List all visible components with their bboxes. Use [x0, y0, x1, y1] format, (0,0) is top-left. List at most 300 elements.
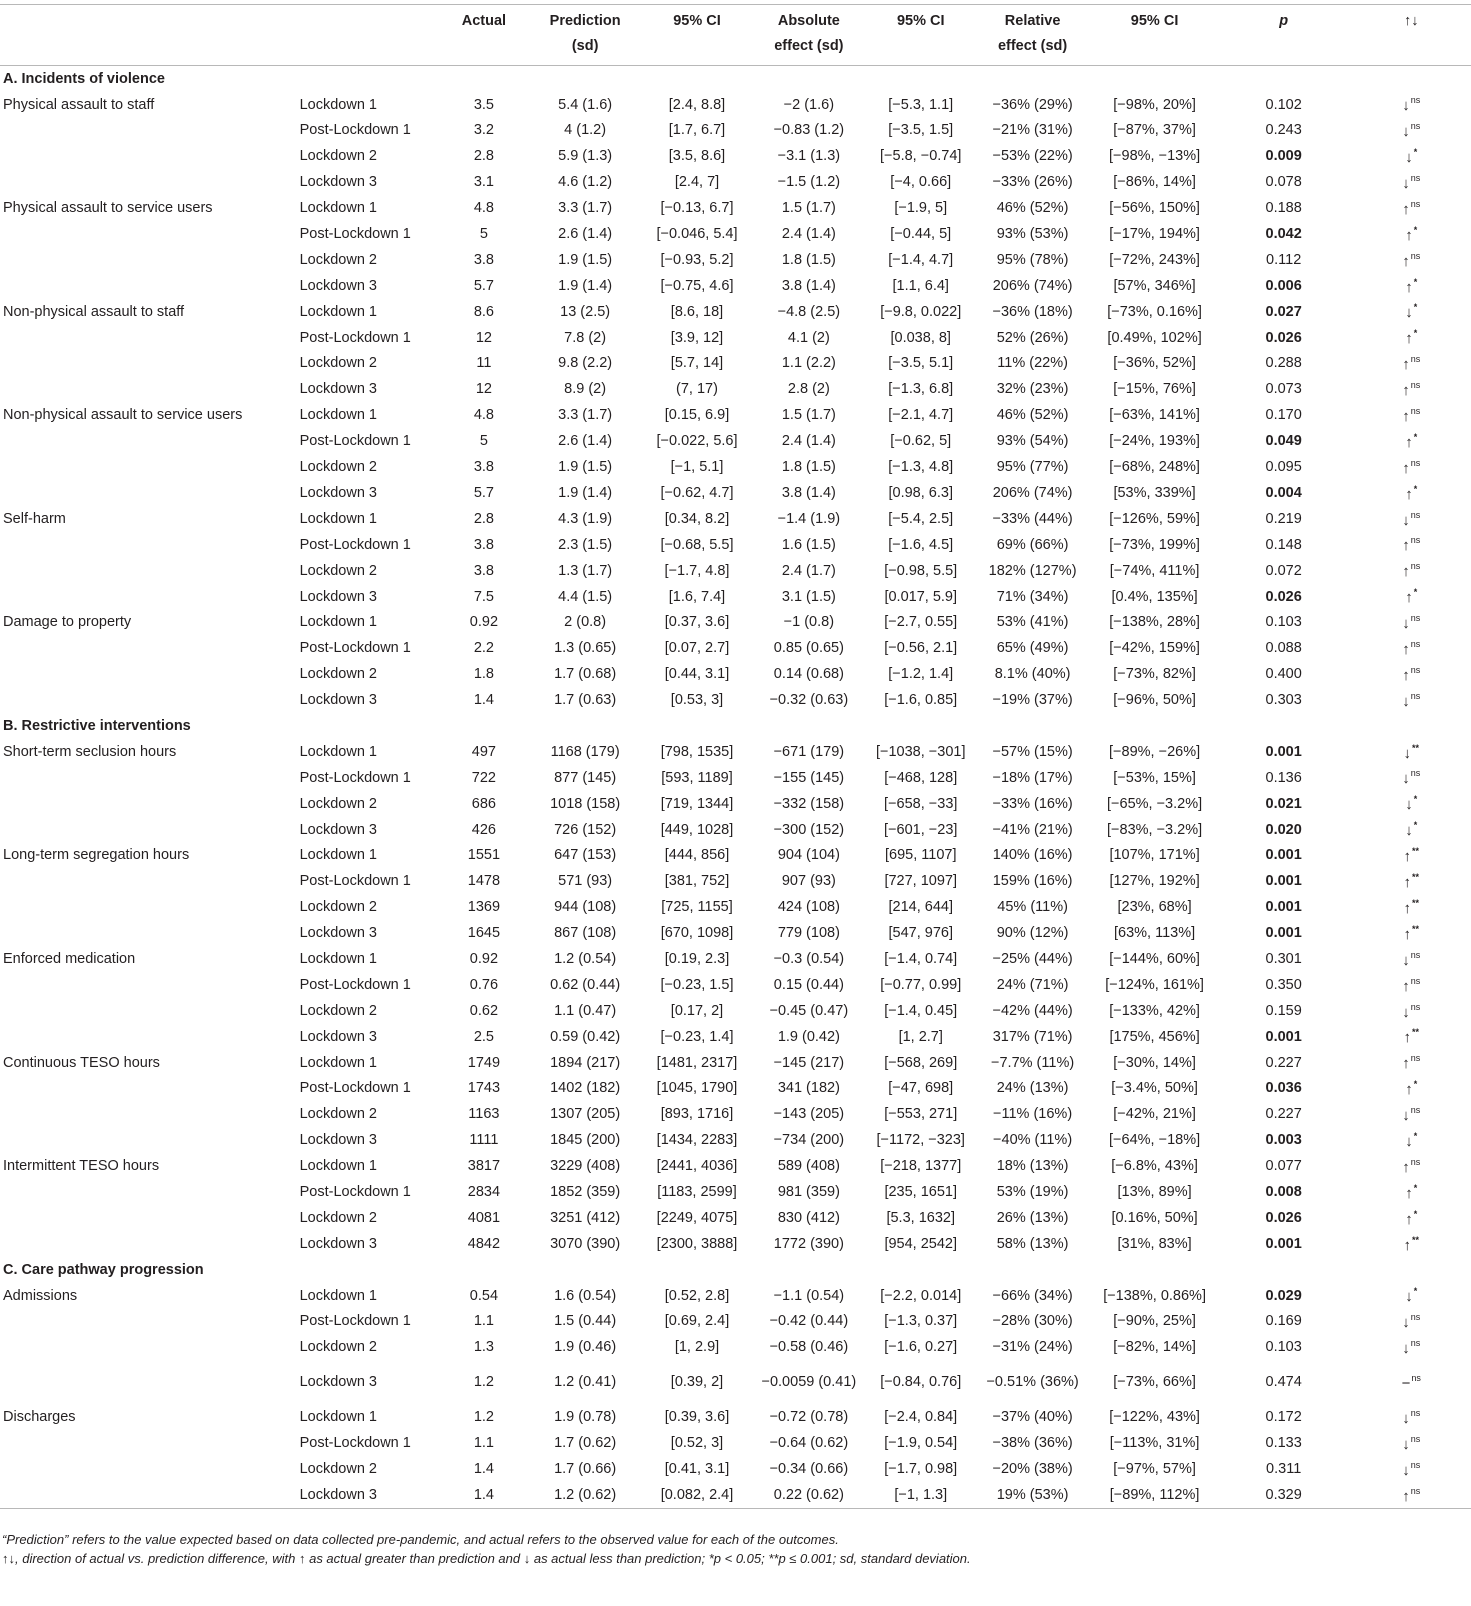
- cell-p-value: 0.073: [1265, 381, 1302, 398]
- cell-ci-prediction: [2300, 3888]: [656, 1235, 738, 1252]
- cell-ci-prediction: [719, 1344]: [660, 795, 734, 812]
- cell-p-value: 0.400: [1265, 666, 1302, 683]
- cell-ci-relative: [−83%, −3.2%]: [1107, 821, 1203, 838]
- cell-ci-prediction: [0.44, 3.1]: [664, 666, 730, 683]
- direction-arrow: ↑: [1405, 485, 1413, 503]
- cell-relative-effect: 140% (16%): [992, 847, 1073, 864]
- table-row: [0, 428, 1471, 454]
- table-row: [0, 1456, 1471, 1482]
- outcome-name-empty: [0, 765, 296, 791]
- cell-period: Post-Lockdown 1: [299, 226, 411, 243]
- cell-absolute-effect: 907 (93): [781, 873, 836, 890]
- table-row: [0, 247, 1471, 273]
- direction-arrow: ↓: [1405, 796, 1413, 814]
- direction-indicator: [1351, 1283, 1471, 1309]
- direction-indicator: [1351, 1456, 1471, 1482]
- cell-prediction: 4 (1.2): [564, 122, 607, 139]
- direction-indicator: [1351, 1153, 1471, 1179]
- cell-ci-prediction: [2441, 4036]: [656, 1158, 738, 1175]
- outcome-name-empty: [0, 1128, 296, 1154]
- cell-actual: 1.1: [473, 1435, 494, 1452]
- significance-mark: ns: [1410, 561, 1421, 572]
- cell-relative-effect: 11% (22%): [997, 355, 1068, 372]
- table-row: [0, 195, 1471, 221]
- direction-arrow: ↑: [1402, 666, 1410, 684]
- cell-relative-effect: 206% (74%): [992, 484, 1073, 501]
- cell-relative-effect: 95% (78%): [996, 251, 1069, 268]
- table-row: [0, 843, 1471, 869]
- table-row: [0, 998, 1471, 1024]
- cell-period: Lockdown 1: [299, 1409, 377, 1426]
- header-absolute-effect-2: effect (sd): [748, 38, 869, 66]
- cell-ci-absolute: [−2.2, 0.014]: [880, 1287, 962, 1304]
- cell-ci-prediction: [1.7, 6.7]: [668, 122, 726, 139]
- cell-prediction: 7.8 (2): [564, 329, 607, 346]
- cell-relative-effect: 317% (71%): [992, 1028, 1073, 1045]
- cell-relative-effect: −37% (40%): [992, 1409, 1073, 1426]
- cell-period: Lockdown 3: [299, 925, 377, 942]
- significance-mark: ns: [1410, 1156, 1421, 1167]
- cell-ci-absolute: [−1.6, 0.27]: [884, 1339, 958, 1356]
- table-row: [0, 791, 1471, 817]
- table-row: [0, 1430, 1471, 1456]
- cell-prediction: 4.4 (1.5): [558, 588, 613, 605]
- cell-p-value: 0.095: [1265, 459, 1302, 476]
- cell-actual: 11: [476, 355, 492, 372]
- cell-period: Lockdown 1: [299, 1054, 377, 1071]
- outcome-name: Discharges: [3, 1409, 76, 1426]
- cell-absolute-effect: −4.8 (2.5): [777, 303, 841, 320]
- cell-period: Lockdown 2: [299, 1209, 377, 1226]
- direction-arrow: ↑: [1402, 1487, 1410, 1505]
- cell-ci-relative: [23%, 68%]: [1117, 899, 1192, 916]
- cell-ci-prediction: [0.39, 3.6]: [664, 1409, 730, 1426]
- cell-p-value: 0.172: [1265, 1409, 1302, 1426]
- outcome-name-empty: [0, 998, 296, 1024]
- cell-relative-effect: 46% (52%): [996, 407, 1069, 424]
- cell-ci-relative: [−133%, 42%]: [1109, 1002, 1200, 1019]
- cell-p-value: 0.170: [1265, 407, 1302, 424]
- cell-actual: 5: [479, 433, 488, 450]
- cell-p-value: 0.219: [1265, 510, 1302, 527]
- cell-prediction: 5.4 (1.6): [558, 96, 613, 113]
- significance-mark: ns: [1410, 121, 1421, 132]
- outcome-name-empty: [0, 1456, 296, 1482]
- cell-period: Post-Lockdown 1: [299, 536, 411, 553]
- significance-mark: *: [1413, 431, 1418, 442]
- cell-period: Post-Lockdown 1: [299, 1313, 411, 1330]
- cell-period: Lockdown 2: [299, 148, 377, 165]
- cell-actual: 0.92: [469, 614, 499, 631]
- cell-ci-absolute: [−1.9, 0.54]: [884, 1435, 958, 1452]
- cell-ci-relative: [−15%, 76%]: [1113, 381, 1196, 398]
- header-period: [296, 5, 444, 39]
- cell-absolute-effect: 2.4 (1.7): [781, 562, 836, 579]
- direction-arrow: ↓: [1402, 1107, 1410, 1125]
- outcome-name-empty: [0, 454, 296, 480]
- table-row: [0, 1205, 1471, 1231]
- table-row: [0, 687, 1471, 713]
- cell-absolute-effect: 981 (359): [777, 1183, 840, 1200]
- cell-prediction: 1402 (182): [550, 1080, 621, 1097]
- cell-ci-relative: [−73%, 82%]: [1113, 666, 1196, 683]
- outcome-name-empty: [0, 1179, 296, 1205]
- direction-arrow: ↑: [1405, 330, 1413, 348]
- cell-prediction: 1.2 (0.41): [554, 1374, 617, 1391]
- significance-mark: ns: [1410, 535, 1421, 546]
- table-row: [0, 1283, 1471, 1309]
- cell-absolute-effect: −3.1 (1.3): [777, 148, 841, 165]
- cell-ci-prediction: [2249, 4075]: [656, 1209, 738, 1226]
- section-title: B. Restrictive interventions: [3, 717, 191, 734]
- direction-arrow: ↑: [1402, 1055, 1410, 1073]
- cell-ci-prediction: [−0.046, 5.4]: [656, 226, 738, 243]
- cell-actual: 722: [471, 769, 496, 786]
- table-row: [0, 739, 1471, 765]
- cell-absolute-effect: −0.72 (0.78): [769, 1409, 849, 1426]
- cell-p-value: 0.072: [1265, 562, 1302, 579]
- outcome-name-empty: [0, 661, 296, 687]
- table-row: [0, 765, 1471, 791]
- outcome-name-empty: [0, 869, 296, 895]
- table-row: [0, 170, 1471, 196]
- cell-absolute-effect: −0.0059 (0.41): [761, 1374, 857, 1391]
- cell-ci-absolute: [727, 1097]: [884, 873, 958, 890]
- cell-ci-prediction: [444, 856]: [664, 847, 730, 864]
- direction-arrow: ↑: [1402, 641, 1410, 659]
- outcome-name-empty: [0, 325, 296, 351]
- direction-arrow: ↑: [1403, 925, 1411, 943]
- cell-p-value: 0.003: [1265, 1132, 1302, 1149]
- cell-ci-prediction: [−0.13, 6.7]: [660, 200, 734, 217]
- significance-mark: **: [1411, 846, 1419, 857]
- cell-absolute-effect: −1.5 (1.2): [777, 174, 841, 191]
- cell-p-value: 0.288: [1265, 355, 1302, 372]
- table-row: [0, 558, 1471, 584]
- cell-prediction: 2.3 (1.5): [558, 536, 613, 553]
- cell-ci-relative: [−82%, 14%]: [1113, 1339, 1196, 1356]
- cell-absolute-effect: 0.85 (0.65): [773, 640, 844, 657]
- cell-period: Post-Lockdown 1: [299, 976, 411, 993]
- direction-indicator: [1351, 221, 1471, 247]
- cell-p-value: 0.136: [1265, 769, 1302, 786]
- direction-indicator: [1351, 273, 1471, 299]
- direction-indicator: [1351, 817, 1471, 843]
- cell-ci-absolute: [1.1, 6.4]: [892, 277, 949, 294]
- cell-ci-relative: [−73%, 199%]: [1109, 536, 1200, 553]
- cell-relative-effect: 206% (74%): [992, 277, 1073, 294]
- cell-ci-absolute: [−0.84, 0.76]: [880, 1374, 962, 1391]
- cell-relative-effect: 8.1% (40%): [994, 666, 1071, 683]
- cell-ci-absolute: [547, 976]: [888, 925, 953, 942]
- cell-prediction: 8.9 (2): [564, 381, 607, 398]
- significance-mark: ns: [1410, 457, 1421, 468]
- cell-ci-absolute: [−1.9, 5]: [894, 200, 948, 217]
- direction-indicator: [1351, 1361, 1471, 1405]
- outcome-name: Non-physical assault to staff: [3, 303, 185, 320]
- table-row: [0, 1405, 1471, 1431]
- cell-prediction: 3070 (390): [550, 1235, 621, 1252]
- cell-ci-absolute: [−1.4, 4.7]: [888, 251, 954, 268]
- header-prediction-2: (sd): [524, 38, 645, 66]
- cell-absolute-effect: 904 (104): [777, 847, 840, 864]
- cell-ci-absolute: [−9.8, 0.022]: [880, 303, 962, 320]
- cell-ci-absolute: [−1, 1.3]: [870, 1482, 972, 1508]
- cell-relative-effect: −28% (30%): [992, 1313, 1073, 1330]
- table-row: [0, 480, 1471, 506]
- significance-mark: ns: [1410, 198, 1421, 209]
- cell-relative-effect: −38% (36%): [992, 1435, 1073, 1452]
- cell-ci-prediction: [0.17, 2]: [670, 1002, 724, 1019]
- cell-prediction: 5.9 (1.3): [558, 148, 613, 165]
- significance-mark: *: [1413, 302, 1418, 313]
- cell-p-value: 0.020: [1265, 821, 1302, 838]
- cell-prediction: 1.9 (1.4): [558, 484, 613, 501]
- direction-arrow: ↓: [1402, 951, 1410, 969]
- direction-arrow: ↓: [1402, 615, 1410, 633]
- cell-absolute-effect: −0.42 (0.44): [769, 1313, 849, 1330]
- direction-indicator: [1351, 1231, 1471, 1257]
- direction-arrow: ↑: [1402, 408, 1410, 426]
- outcome-name-empty: [0, 1231, 296, 1257]
- header-outcome: [0, 5, 296, 39]
- significance-mark: ns: [1410, 639, 1421, 650]
- cell-actual: 3.1: [473, 174, 494, 191]
- cell-actual: 0.76: [469, 976, 499, 993]
- cell-ci-prediction: [725, 1155]: [661, 899, 733, 916]
- table-row: [0, 532, 1471, 558]
- outcome-name-empty: [0, 895, 296, 921]
- direction-indicator: [1351, 843, 1471, 869]
- cell-actual: 4.8: [473, 407, 494, 424]
- cell-absolute-effect: 2.4 (1.4): [781, 226, 836, 243]
- direction-indicator: [1351, 558, 1471, 584]
- cell-period: Lockdown 3: [299, 277, 377, 294]
- cell-relative-effect: −21% (31%): [992, 122, 1073, 139]
- cell-ci-absolute: [0.017, 5.9]: [884, 588, 958, 605]
- cell-ci-prediction: [1183, 2599]: [657, 1183, 737, 1200]
- cell-ci-absolute: [695, 1107]: [884, 847, 957, 864]
- table-row: [0, 920, 1471, 946]
- cell-relative-effect: −31% (24%): [992, 1339, 1073, 1356]
- cell-relative-effect: 90% (12%): [996, 925, 1069, 942]
- direction-indicator: [1351, 1024, 1471, 1050]
- direction-arrow: ↓: [1405, 1288, 1413, 1306]
- outcome-name-empty: [0, 558, 296, 584]
- direction-arrow: ↑: [1405, 1184, 1413, 1202]
- cell-ci-absolute: [0.038, 8]: [890, 329, 951, 346]
- cell-ci-absolute: [−0.98, 5.5]: [884, 562, 958, 579]
- cell-ci-absolute: [−218, 1377]: [880, 1158, 962, 1175]
- cell-actual: 2.8: [473, 148, 494, 165]
- cell-prediction: 1852 (359): [550, 1183, 621, 1200]
- table-row: [0, 1309, 1471, 1335]
- significance-mark: ns: [1410, 406, 1421, 417]
- significance-mark: **: [1411, 872, 1419, 883]
- cell-ci-relative: [−96%, 50%]: [1113, 692, 1196, 709]
- cell-ci-relative: [0.4%, 135%]: [1111, 588, 1198, 605]
- cell-ci-absolute: [−601, −23]: [884, 821, 958, 838]
- direction-indicator: [1351, 661, 1471, 687]
- cell-absolute-effect: −0.83 (1.2): [773, 122, 845, 139]
- direction-arrow: ↓: [1402, 1003, 1410, 1021]
- table-row: [0, 273, 1471, 299]
- cell-absolute-effect: 1772 (390): [773, 1235, 844, 1252]
- cell-relative-effect: 93% (54%): [996, 433, 1069, 450]
- cell-period: Lockdown 1: [299, 743, 377, 760]
- cell-prediction: 877 (145): [554, 769, 617, 786]
- cell-absolute-effect: −1.4 (1.9): [777, 510, 841, 527]
- cell-actual: 426: [471, 821, 496, 838]
- cell-p-value: 0.001: [1265, 847, 1302, 864]
- cell-period: Post-Lockdown 1: [299, 1080, 411, 1097]
- cell-prediction: 944 (108): [554, 899, 617, 916]
- outcome-name-empty: [0, 532, 296, 558]
- cell-ci-relative: [−89%, −26%]: [1109, 743, 1201, 760]
- cell-ci-prediction: [5.7, 14]: [670, 355, 724, 372]
- outcome-name-empty: [0, 1024, 296, 1050]
- table-row: [0, 299, 1471, 325]
- direction-indicator: [1351, 170, 1471, 196]
- cell-actual: 5.7: [473, 277, 494, 294]
- cell-relative-effect: 159% (16%): [992, 873, 1073, 890]
- cell-actual: 3.8: [473, 536, 494, 553]
- direction-indicator: [1351, 377, 1471, 403]
- cell-period: Post-Lockdown 1: [299, 1435, 411, 1452]
- cell-ci-relative: [−24%, 193%]: [1109, 433, 1200, 450]
- significance-mark: **: [1411, 1234, 1419, 1245]
- cell-absolute-effect: −0.64 (0.62): [769, 1435, 849, 1452]
- header-actual: Actual: [443, 5, 524, 39]
- cell-ci-relative: [−90%, 25%]: [1113, 1313, 1196, 1330]
- cell-ci-relative: [−68%, 248%]: [1109, 459, 1200, 476]
- outcome-name-empty: [0, 480, 296, 506]
- header-ci-prediction: 95% CI: [646, 5, 748, 39]
- direction-indicator: [1351, 920, 1471, 946]
- cell-ci-relative: [−144%, 60%]: [1109, 950, 1200, 967]
- significance-mark: ns: [1410, 613, 1421, 624]
- significance-mark: **: [1411, 923, 1419, 934]
- header-ci-absolute-2: [870, 38, 972, 66]
- cell-p-value: 0.001: [1265, 743, 1302, 760]
- cell-absolute-effect: 1.8 (1.5): [781, 251, 836, 268]
- cell-absolute-effect: −0.3 (0.54): [773, 950, 845, 967]
- cell-ci-relative: [−56%, 150%]: [1109, 200, 1200, 217]
- cell-relative-effect: −33% (16%): [992, 795, 1073, 812]
- cell-period: Post-Lockdown 1: [299, 873, 411, 890]
- outcome-name-empty: [0, 170, 296, 196]
- header-row: [0, 5, 1471, 39]
- cell-relative-effect: −7.7% (11%): [991, 1054, 1075, 1071]
- cell-period: Lockdown 1: [299, 200, 377, 217]
- cell-absolute-effect: −143 (205): [773, 1106, 845, 1123]
- cell-ci-prediction: [670, 1098]: [660, 925, 734, 942]
- cell-p-value: 0.049: [1265, 433, 1302, 450]
- cell-p-value: 0.148: [1265, 536, 1302, 553]
- cell-relative-effect: 58% (13%): [996, 1235, 1069, 1252]
- cell-relative-effect: −57% (15%): [992, 743, 1073, 760]
- table-row: [0, 506, 1471, 532]
- header-row-2: [0, 38, 1471, 66]
- table-row: [0, 661, 1471, 687]
- cell-period: Post-Lockdown 1: [299, 433, 411, 450]
- outcome-name-empty: [0, 351, 296, 377]
- cell-prediction: 2.6 (1.4): [558, 433, 613, 450]
- cell-p-value: 0.001: [1265, 925, 1302, 942]
- cell-prediction: 2.6 (1.4): [558, 226, 613, 243]
- cell-ci-relative: [127%, 192%]: [1109, 873, 1200, 890]
- cell-ci-prediction: [1, 2.9]: [674, 1339, 720, 1356]
- cell-ci-relative: [−72%, 243%]: [1109, 251, 1200, 268]
- cell-ci-absolute: [−0.62, 5]: [890, 433, 952, 450]
- table-row: [0, 351, 1471, 377]
- direction-indicator: [1351, 1050, 1471, 1076]
- direction-arrow: ↓: [1402, 1409, 1410, 1427]
- cell-ci-prediction: [2.4, 8.8]: [668, 96, 726, 113]
- direction-indicator: [1351, 869, 1471, 895]
- cell-absolute-effect: −332 (158): [773, 795, 845, 812]
- cell-period: Post-Lockdown 1: [299, 640, 411, 657]
- header-relative-effect-2: effect (sd): [972, 38, 1093, 66]
- cell-actual: 1551: [467, 847, 501, 864]
- cell-absolute-effect: −155 (145): [773, 769, 845, 786]
- cell-ci-prediction: [3.9, 12]: [670, 329, 724, 346]
- cell-ci-absolute: [−3.5, 1.5]: [888, 122, 954, 139]
- cell-actual: 1369: [467, 899, 501, 916]
- cell-prediction: 1.9 (1.4): [558, 277, 613, 294]
- cell-ci-relative: [0.49%, 102%]: [1107, 329, 1202, 346]
- cell-period: Lockdown 1: [299, 303, 377, 320]
- outcome-name-empty: [0, 687, 296, 713]
- cell-p-value: 0.088: [1265, 640, 1302, 657]
- cell-actual: 1111: [469, 1132, 499, 1149]
- cell-period: Lockdown 2: [299, 666, 377, 683]
- cell-prediction: 1.2 (0.54): [554, 950, 617, 967]
- cell-prediction: 3251 (412): [550, 1209, 621, 1226]
- cell-actual: 12: [475, 329, 492, 346]
- cell-ci-absolute: [214, 644]: [888, 899, 953, 916]
- cell-relative-effect: 52% (26%): [996, 329, 1069, 346]
- cell-ci-prediction: [−0.23, 1.5]: [660, 976, 734, 993]
- cell-ci-absolute: [−1.6, 0.85]: [884, 692, 958, 709]
- significance-mark: ns: [1410, 1105, 1421, 1116]
- outcome-name-empty: [0, 1482, 296, 1508]
- cell-absolute-effect: 2.4 (1.4): [781, 433, 836, 450]
- cell-p-value: 0.350: [1265, 976, 1302, 993]
- cell-ci-absolute: [−5.4, 2.5]: [888, 510, 954, 527]
- cell-p-value: 0.001: [1265, 873, 1302, 890]
- cell-absolute-effect: 589 (408): [777, 1158, 840, 1175]
- cell-actual: 5: [479, 226, 488, 243]
- direction-arrow: ↑: [1405, 1210, 1413, 1228]
- cell-relative-effect: −36% (29%): [992, 96, 1073, 113]
- cell-relative-effect: −66% (34%): [992, 1287, 1073, 1304]
- cell-actual: 497: [471, 743, 496, 760]
- cell-relative-effect: −11% (16%): [993, 1106, 1073, 1123]
- header-ci-relative: 95% CI: [1093, 5, 1215, 39]
- cell-ci-absolute: [−1.4, 0.45]: [884, 1002, 958, 1019]
- header-absolute-effect: Absolute: [748, 5, 869, 39]
- direction-arrow: −: [1401, 1375, 1411, 1393]
- outcome-name-empty: [0, 1102, 296, 1128]
- cell-absolute-effect: 830 (412): [777, 1209, 840, 1226]
- cell-prediction: 3.3 (1.7): [558, 407, 613, 424]
- cell-ci-prediction: [0.39, 2]: [670, 1374, 724, 1391]
- cell-relative-effect: −19% (37%): [992, 692, 1073, 709]
- cell-relative-effect: 182% (127%): [988, 562, 1077, 579]
- outcome-name: Self-harm: [3, 510, 66, 527]
- direction-arrow: ↑: [1402, 1158, 1410, 1176]
